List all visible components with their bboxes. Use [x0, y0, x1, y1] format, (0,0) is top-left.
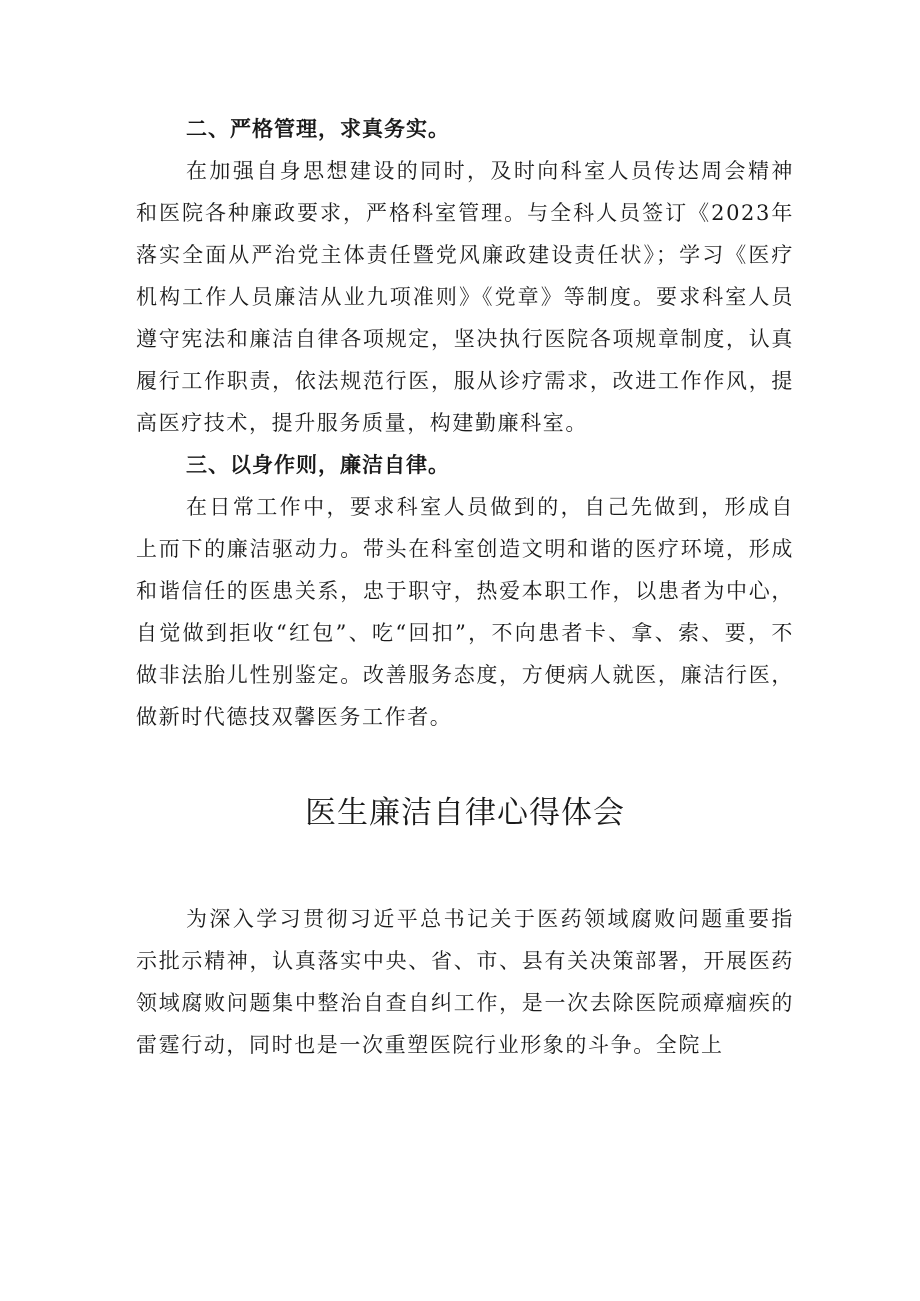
- title-spacer: [136, 838, 794, 898]
- article-title: 医生廉洁自律心得体会: [305, 795, 625, 831]
- document-body: [136, 108, 794, 1066]
- article-paragraph-intro: 为深入学习贯彻习近平总书记关于医药领域腐败问题重要指示批示精神，认真落实中央、省、市、县有关决策部署，开展医药领域腐败问题集中整治自查自纠工作，是一次去除医院顽瘴痼疾的雷霆行动，同时也是一次重塑医院行业形象的斗争。全院上: [136, 907, 794, 1057]
- section-paragraph-lead-by-example: 在日常工作中，要求科室人员做到的，自己先做到，形成自上而下的廉洁驱动力。带头在科室创造文明和谐的医疗环境，形成和谐信任的医患关系，忠于职守，热爱本职工作，以患者为中心，自觉做到拒收“红包”、吃“回扣”，不向患者卡、拿、索、要，不做非法胎儿性别鉴定。改善服务态度，方便病人就医，廉洁行医，做新时代德技双馨医务工作者。: [136, 495, 794, 729]
- section-heading-strict-management: 二、严格管理，求真务实。: [186, 117, 450, 141]
- section-heading-lead-by-example: 三、以身作则，廉洁自律。: [186, 453, 450, 477]
- section-paragraph-strict-management: 在加强自身思想建设的同时，及时向科室人员传达周会精神和医院各种廉政要求，严格科室管理。与全科人员签订《2023年落实全面从严治党主体责任暨党风廉政建设责任状》；学习《医疗机构工作人员廉洁从业九项准则》《党章》等制度。要求科室人员遵守宪法和廉洁自律各项规定，坚决执行医院各项规章制度，认真履行工作职责，依法规范行医，服从诊疗需求，改进工作作风，提高医疗技术，提升服务质量，构建勤廉科室。: [136, 159, 794, 435]
- title-spacer: [136, 738, 794, 788]
